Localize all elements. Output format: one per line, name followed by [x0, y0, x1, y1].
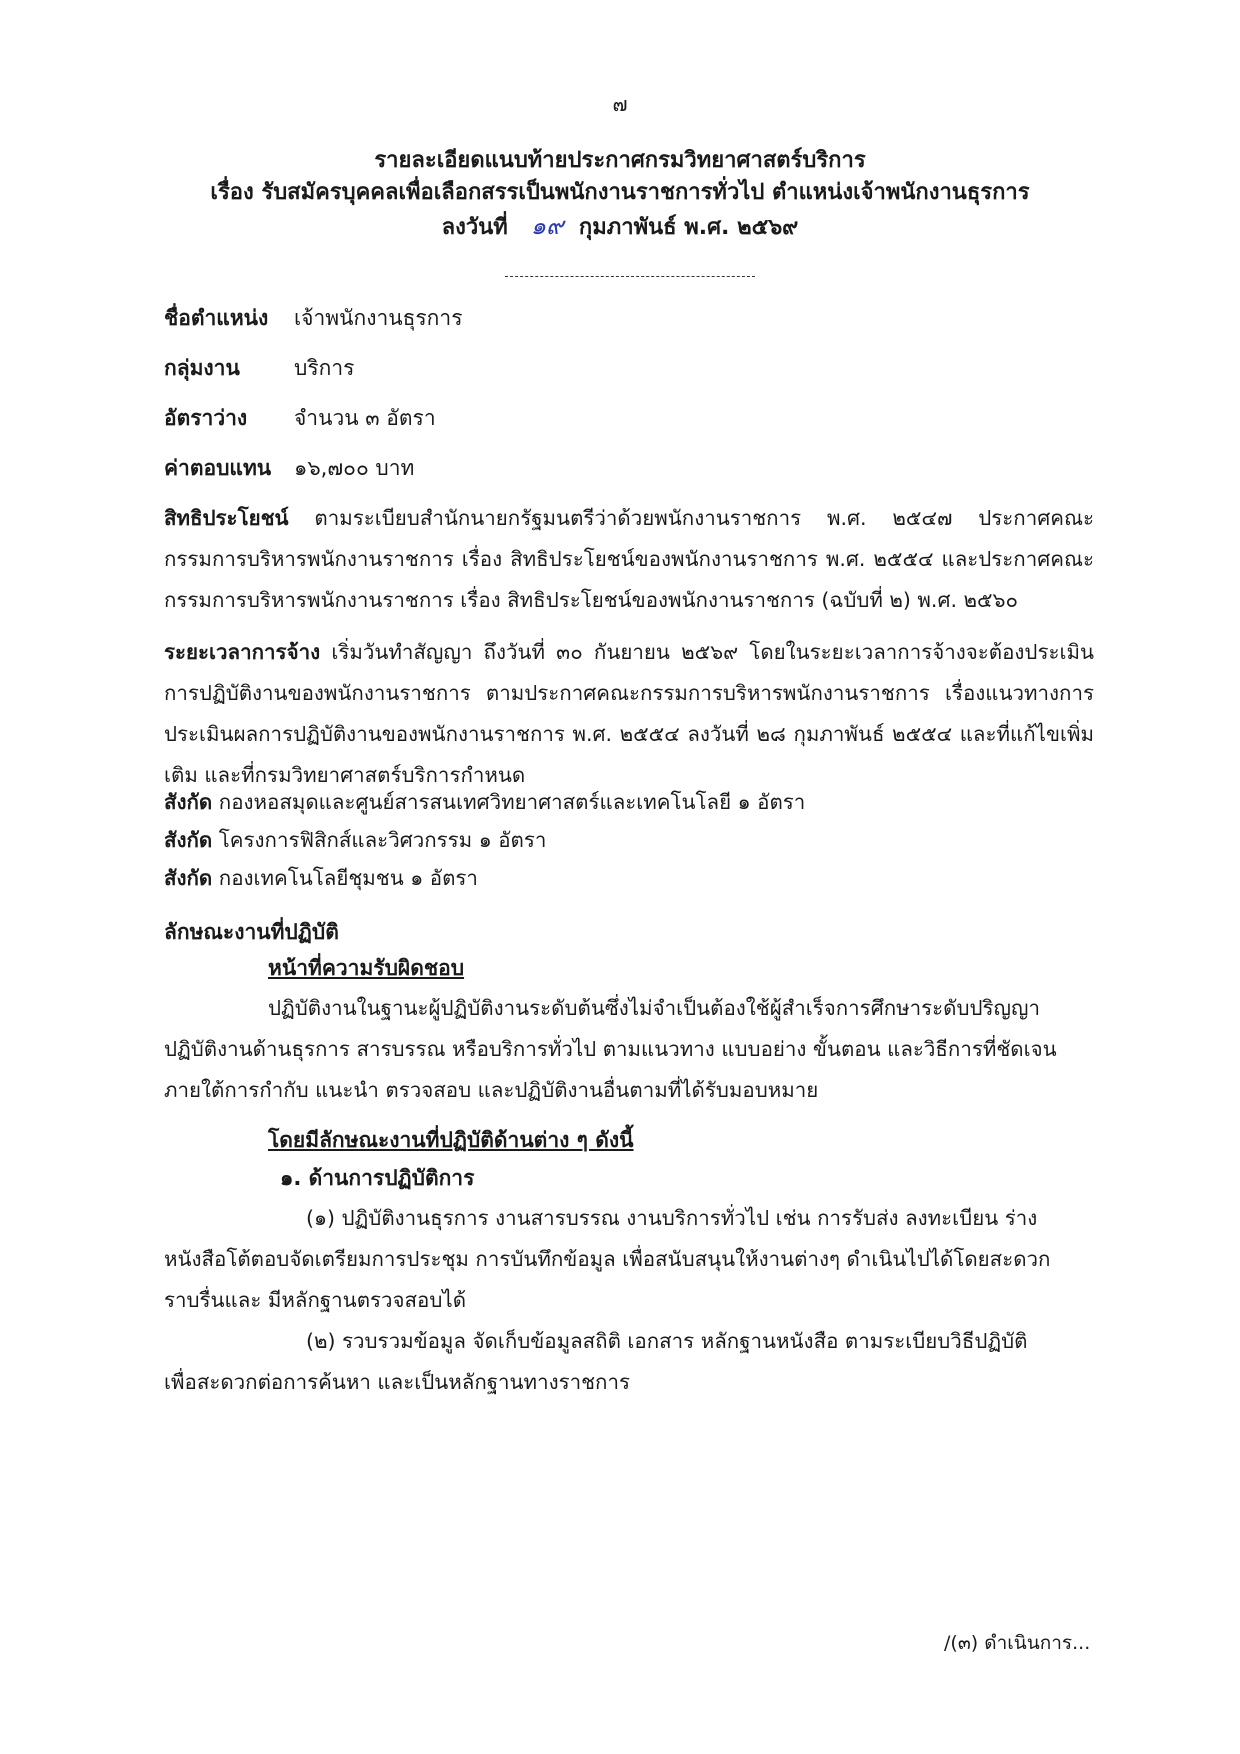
affiliation-label: สังกัด: [164, 866, 213, 890]
benefits-paragraph: [164, 498, 1094, 621]
area-1-heading: ๑. ด้านการปฏิบัติการ: [280, 1166, 475, 1190]
field-value: บริการ: [294, 356, 355, 380]
item-2-line-1: (๒) รวบรวมข้อมูล จัดเก็บข้อมูลสถิติ เอกสาร หลักฐานหนังสือ ตามระเบียบวิธีปฏิบัติ: [306, 1329, 1028, 1353]
responsibility-line-2: ปฏิบัติงานด้านธุรการ สารบรรณ หรือบริการทั่วไป ตามแนวทาง แบบอย่าง ขั้นตอน และวิธีการที่ชัดเจน: [164, 1037, 1057, 1061]
affiliation-text: กองหอสมุดและศูนย์สารสนเทศวิทยาศาสตร์และเทคโนโลยี ๑ อัตรา: [218, 790, 806, 814]
benefits-text: ตามระเบียบสำนักนายกรัฐมนตรีว่าด้วยพนักงานราชการ พ.ศ. ๒๕๔๗ ประกาศคณะกรรมการบริหารพนักงานราชการ เรื่อง สิทธิประโยชน์ของพนักงานราชการ พ.ศ. ๒๕๕๔ และประกาศคณะกรรมการบริหารพนักงานราชการ เรื่อง สิทธิประโยชน์ของพนักงานราชการ (ฉบับที่ ๒) พ.ศ. ๒๕๖๐: [164, 506, 1094, 612]
field-value: เจ้าพนักงานธุรการ: [294, 306, 463, 330]
title-separator: [505, 276, 755, 277]
job-nature-heading: ลักษณะงานที่ปฏิบัติ: [164, 920, 339, 944]
responsibility-line-3: ภายใต้การกำกับ แนะนำ ตรวจสอบ และปฏิบัติงานอื่นตามที่ได้รับมอบหมาย: [164, 1078, 819, 1102]
field-position-name: [164, 302, 462, 335]
document-title: รายละเอียดแนบท้ายประกาศกรมวิทยาศาสตร์บริการ: [374, 148, 866, 173]
affiliation-text: โครงการฟิสิกส์และวิศวกรรม ๑ อัตรา: [218, 828, 547, 852]
continuation-marker: /(๓) ดำเนินการ...: [944, 1632, 1091, 1654]
item-1-line-3: ราบรื่นและ มีหลักฐานตรวจสอบได้: [164, 1288, 467, 1312]
field-work-group: [164, 352, 354, 385]
date-prefix: ลงวันที่: [441, 215, 508, 240]
field-value: ๑๖,๗๐๐ บาท: [294, 456, 415, 480]
field-value: จำนวน ๓ อัตรา: [294, 406, 436, 430]
field-compensation: [164, 452, 414, 485]
document-subject: เรื่อง รับสมัครบุคคลเพื่อเลือกสรรเป็นพนักงานราชการทั่วไป ตำแหน่งเจ้าพนักงานธุรการ: [210, 180, 1030, 205]
employment-period-text: เริ่มวันทำสัญญา ถึงวันที่ ๓๐ กันยายน ๒๕๖๙ โดยในระยะเวลาการจ้างจะต้องประเมินการปฏิบัติงานของพนักงานราชการ ตามประกาศคณะกรรมการบริหารพนักงานราชการ เรื่องแนวทางการประเมินผลการปฏิบัติงานของพนักงานราชการ พ.ศ. ๒๕๕๔ ลงวันที่ ๒๘ กุมภาพันธ์ ๒๕๕๔ และที่แก้ไขเพิ่มเติม และที่กรมวิทยาศาสตร์บริการกำหนด: [164, 640, 1094, 787]
affiliation-label: สังกัด: [164, 828, 213, 852]
item-1-line-1: (๑) ปฏิบัติงานธุรการ งานสารบรรณ งานบริการทั่วไป เช่น การรับส่ง ลงทะเบียน ร่าง: [306, 1206, 1038, 1230]
benefits-label: สิทธิประโยชน์: [164, 506, 289, 530]
field-label: กลุ่มงาน: [164, 356, 240, 380]
field-label: ค่าตอบแทน: [164, 456, 272, 480]
item-2-line-2: เพื่อสะดวกต่อการค้นหา และเป็นหลักฐานทางราชการ: [164, 1370, 630, 1394]
affiliation-2: [164, 824, 546, 857]
field-vacancies: [164, 402, 436, 435]
employment-period-label: ระยะเวลาการจ้าง: [164, 640, 321, 664]
field-label: ชื่อตำแหน่ง: [164, 306, 269, 330]
affiliation-3: [164, 862, 478, 895]
item-1-line-2: หนังสือโต้ตอบจัดเตรียมการประชุม การบันทึกข้อมูล เพื่อสนับสนุนให้งานต่างๆ ดำเนินไปได้โดยสะดวก: [164, 1247, 1051, 1271]
responsibility-line-1: ปฏิบัติงานในฐานะผู้ปฏิบัติงานระดับต้นซึ่งไม่จำเป็นต้องใช้ผู้สำเร็จการศึกษาระดับปริญญา: [268, 996, 1040, 1020]
responsibility-heading: หน้าที่ความรับผิดชอบ: [268, 956, 465, 980]
affiliation-label: สังกัด: [164, 790, 213, 814]
field-label: อัตราว่าง: [164, 406, 248, 430]
areas-heading: โดยมีลักษณะงานที่ปฏิบัติด้านต่าง ๆ ดังนี้: [268, 1128, 634, 1152]
employment-period-paragraph: [164, 632, 1094, 796]
document-date: [0, 206, 1240, 245]
page-number: ๗: [612, 92, 628, 116]
date-rest: กุมภาพันธ์ พ.ศ. ๒๕๖๙: [578, 215, 799, 240]
affiliation-text: กองเทคโนโลยีชุมชน ๑ อัตรา: [218, 866, 478, 890]
date-day-handwritten: ๑๙: [530, 212, 564, 240]
affiliation-1: [164, 786, 805, 819]
